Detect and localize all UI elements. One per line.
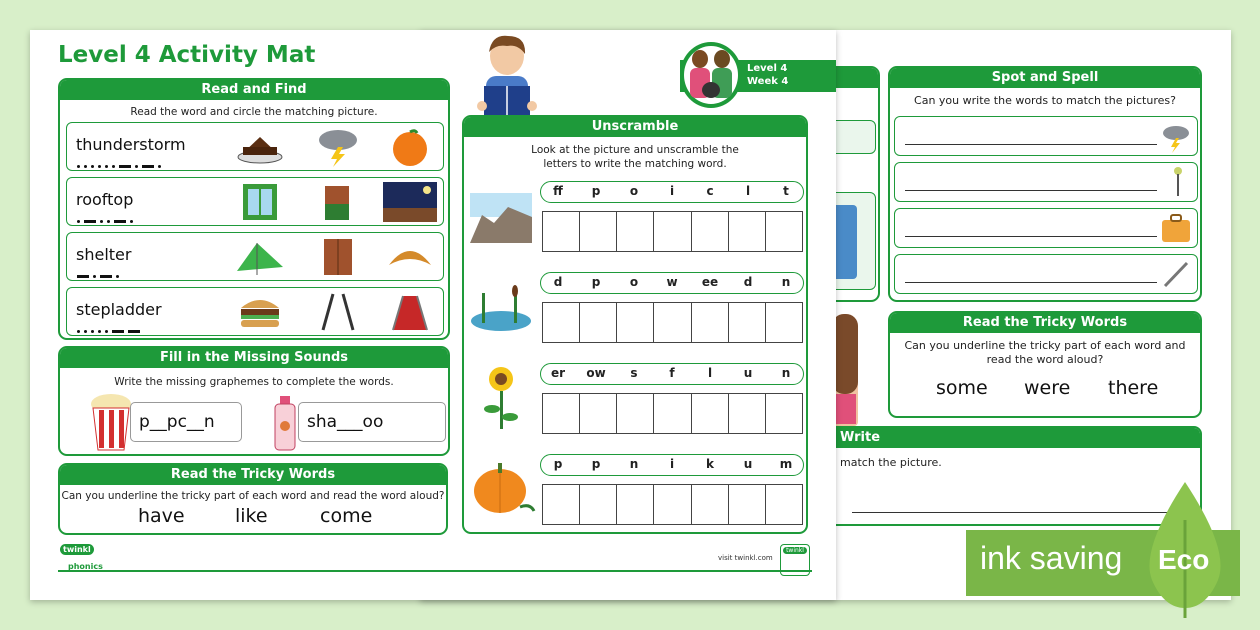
sunflower-icon	[478, 365, 524, 431]
letter: l	[745, 184, 751, 198]
missing-sounds-title: Fill in the Missing Sounds	[60, 348, 448, 368]
logo-top: twinkl	[60, 544, 94, 555]
spot-spell-title: Spot and Spell	[890, 68, 1200, 88]
sound-buttons	[77, 266, 123, 270]
pen-icon	[1161, 259, 1191, 289]
letter: p	[591, 457, 601, 471]
front-tricky-instruction: Can you underline the tricky part of each word and read the word aloud?	[61, 490, 445, 502]
letter: p	[553, 457, 563, 471]
back-tricky-title: Read the Tricky Words	[890, 313, 1200, 333]
read-find-word: stepladder	[76, 300, 162, 319]
spot-spell-panel	[888, 66, 1202, 302]
unscramble-title: Unscramble	[464, 117, 806, 137]
letter: d	[743, 275, 753, 289]
letter: f	[669, 366, 675, 380]
letter: m	[779, 457, 793, 471]
unscramble-instruction: letters to write the matching word.	[543, 158, 727, 170]
city-night-icon	[383, 182, 437, 222]
read-find-panel	[58, 78, 450, 340]
stairs-icon	[383, 292, 437, 332]
letter: n	[629, 457, 639, 471]
unscramble-instruction: Look at the picture and unscramble the	[531, 144, 739, 156]
sound-buttons	[77, 211, 137, 215]
pumpkin-icon	[470, 459, 536, 517]
letter: u	[743, 457, 753, 471]
page-title: Level 4 Activity Mat	[58, 42, 316, 68]
sound-buttons	[77, 156, 165, 160]
unscramble-panel	[462, 115, 808, 534]
letter: p	[591, 275, 601, 289]
front-tricky-panel	[58, 463, 448, 535]
read-find-title: Read and Find	[60, 80, 448, 100]
missing-sound-field[interactable]: sha___oo	[298, 402, 446, 442]
wardrobe-icon	[311, 237, 365, 277]
read-find-row	[66, 177, 444, 226]
logo-bottom: phonics	[68, 562, 103, 571]
tricky-word: were	[1024, 377, 1071, 399]
characters-avatar	[680, 42, 742, 108]
bin-icon	[311, 182, 365, 222]
twinkl-phonics-logo	[58, 544, 104, 578]
level-label: Level 4	[747, 63, 788, 74]
visit-link[interactable]: visit twinkl.com	[718, 554, 773, 562]
pin-icon	[1171, 165, 1185, 199]
read-find-row	[66, 232, 444, 281]
answer-grid[interactable]	[542, 393, 803, 434]
orange-icon	[383, 127, 437, 167]
letter: d	[553, 275, 563, 289]
tricky-word: come	[320, 505, 373, 527]
spell-row	[894, 254, 1198, 294]
tricky-word: have	[138, 505, 185, 527]
missing-sounds-instruction: Write the missing graphemes to complete the words.	[114, 376, 394, 388]
cake-icon	[233, 127, 287, 167]
week-label: Week 4	[747, 76, 789, 87]
cliff-icon	[470, 193, 532, 243]
letter: t	[783, 184, 789, 198]
letter: i	[669, 457, 675, 471]
letter: o	[629, 184, 639, 198]
letter: k	[706, 457, 714, 471]
back-tricky-panel	[888, 311, 1202, 418]
read-find-instruction: Read the word and circle the matching picture.	[130, 106, 378, 118]
popcorn-icon	[88, 392, 134, 452]
letter: w	[666, 275, 678, 289]
letter: ee	[701, 275, 719, 289]
tricky-word: some	[936, 377, 988, 399]
front-worksheet	[30, 30, 836, 600]
write-instruction: match the picture.	[840, 456, 942, 469]
pond-icon	[468, 283, 534, 335]
suitcase-icon	[1159, 213, 1193, 245]
footer-divider	[58, 570, 812, 572]
letter: ff	[553, 184, 563, 198]
read-find-word: shelter	[76, 245, 132, 264]
quality-seal-icon	[780, 544, 810, 576]
seal-label: twinkl	[783, 547, 807, 554]
answer-grid[interactable]	[542, 302, 803, 343]
tricky-word: like	[235, 505, 268, 527]
letter-row	[540, 363, 804, 385]
read-find-row	[66, 122, 444, 171]
sound-buttons	[77, 321, 144, 325]
letter-row	[540, 454, 804, 476]
letter: n	[781, 366, 791, 380]
letter: l	[707, 366, 713, 380]
letter: c	[706, 184, 714, 198]
letter: o	[629, 275, 639, 289]
spell-row	[894, 116, 1198, 156]
missing-sound-field[interactable]: p__pc__n	[130, 402, 242, 442]
spot-spell-instruction: Can you write the words to match the pictures?	[914, 94, 1176, 107]
thundercloud-icon	[1161, 121, 1191, 153]
answer-grid[interactable]	[542, 211, 803, 252]
ladder-icon	[311, 292, 365, 332]
letter: s	[630, 366, 638, 380]
spell-row	[894, 162, 1198, 202]
letter-row	[540, 272, 804, 294]
croissant-icon	[383, 237, 437, 277]
letter: u	[743, 366, 753, 380]
back-tricky-instruction: Can you underline the tricky part of each word and read the word aloud?	[904, 339, 1186, 366]
read-find-word: rooftop	[76, 190, 134, 209]
window-icon	[233, 182, 287, 222]
letter-row	[540, 181, 804, 203]
read-find-row	[66, 287, 444, 336]
eco-badge: Eco	[1158, 544, 1210, 575]
letter: n	[781, 275, 791, 289]
answer-grid[interactable]	[542, 484, 803, 525]
letter: p	[591, 184, 601, 198]
letter: i	[669, 184, 675, 198]
missing-sounds-panel	[58, 346, 450, 456]
letter: ow	[586, 366, 606, 380]
front-tricky-title: Read the Tricky Words	[60, 465, 446, 485]
letter: er	[550, 366, 566, 380]
thundercloud-icon	[311, 127, 365, 167]
write-title: Write	[840, 430, 881, 445]
spell-row	[894, 208, 1198, 248]
shampoo-icon	[272, 394, 298, 452]
tent-icon	[233, 237, 287, 277]
burger-icon	[233, 292, 287, 332]
read-find-word: thunderstorm	[76, 135, 186, 154]
tricky-word: there	[1108, 377, 1159, 399]
eco-label: ink saving	[980, 540, 1123, 576]
